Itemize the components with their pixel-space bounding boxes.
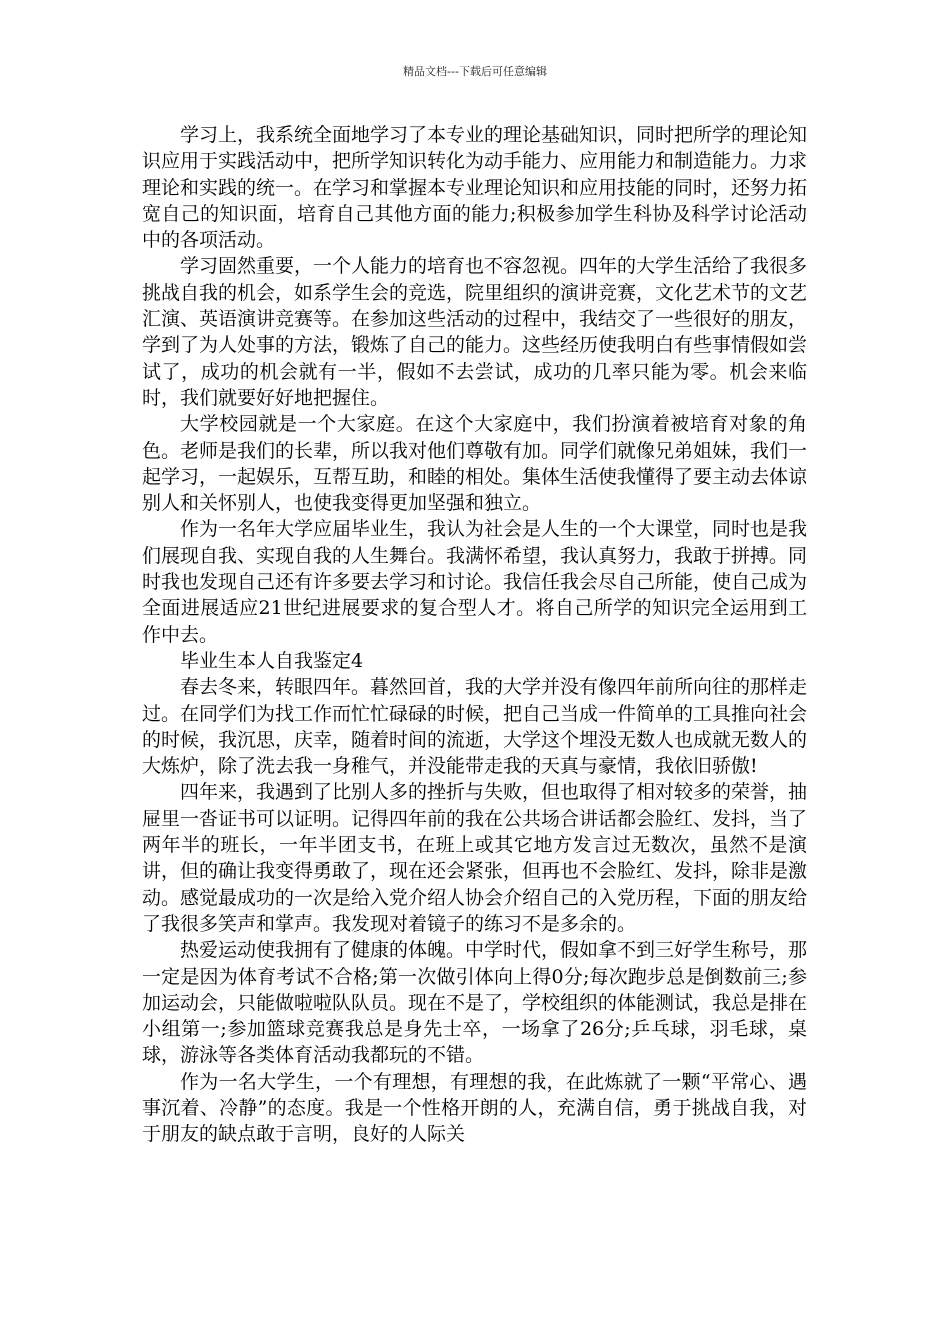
paragraph-setbacks-honors: 四年来，我遇到了比别人多的挫折与失败，但也取得了相对较多的荣誉，抽屉里一沓证书可以证明。记得四年前的我在公共场合讲话都会脸红、发抖，当了两年半的班长，一年半团支书，在班上或其它地方发言过无数次，虽然不是演讲，但的确让我变得勇敢了，现在还会紧张，但再也不会脸红、发抖，除非是激动。感觉最成功的一次是给入党介绍人协会介绍自己的入党历程，下面的朋友给了我很多笑声和掌声。我发现对着镜子的练习不是多余的。 <box>142 781 808 935</box>
paragraph-four-years: 春去冬来，转眼四年。暮然回首，我的大学并没有像四年前所向往的那样走过。在同学们为找工作而忙忙碌碌的时候，把自己当成一件简单的工具推向社会的时候，我沉思，庆幸，随着时间的流逝，大学这个埋没无数人也成就无数人的大炼炉，除了洗去我一身稚气，并没能带走我的天真与豪情，我依旧骄傲! <box>142 676 808 778</box>
paragraph-ability: 学习固然重要，一个人能力的培育也不容忽视。四年的大学生活给了我很多挑战自我的机会，如系学生会的竞选，院里组织的演讲竞赛，文化艺术节的文艺汇演、英语演讲竞赛等。在参加这些活动的过程中，我结交了一些很好的朋友，学到了为人处事的方法，锻炼了自己的能力。这些经历使我明白有些事情假如尝试了，成功的机会就有一半，假如不去尝试，成功的几率只能为零。机会来临时，我们就要好好地把握住。 <box>142 255 808 409</box>
paragraph-character: 作为一名大学生，一个有理想，有理想的我，在此炼就了一颗“平常心、遇事沉着、冷静”的态度。我是一个性格开朗的人，充满自信，勇于挑战自我，对于朋友的缺点敢于言明，良好的人际关 <box>142 1070 807 1146</box>
paragraph-graduate: 作为一名年大学应届毕业生，我认为社会是人生的一个大课堂，同时也是我们展现自我、实现自我的人生舞台。我满怀希望，我认真努力，我敢于拼搏。同时我也发现自己还有许多要去学习和讨论。我信任我会尽自己所能，使自己成为全面进展适应21世纪进展要求的复合型人才。将自己所学的知识完全运用到工作中去。 <box>142 518 808 646</box>
document-body <box>142 122 807 1148</box>
section-title: 毕业生本人自我鉴定4 <box>180 649 364 672</box>
paragraph-sports: 热爱运动使我拥有了健康的体魄。中学时代，假如拿不到三好学生称号，那一定是因为体育考试不合格;第一次做引体向上得0分;每次跑步总是倒数前三;参加运动会，只能做啦啦队队员。现在不是了，学校组织的体能测试，我总是排在小组第一;参加篮球竞赛我总是身先士卒，一场拿了26分;乒乓球，羽毛球，桌球，游泳等各类体育活动我都玩的不错。 <box>142 939 808 1067</box>
paragraph-campus-family: 大学校园就是一个大家庭。在这个大家庭中，我们扮演着被培育对象的角色。老师是我们的长辈，所以我对他们尊敬有加。同学们就像兄弟姐妹，我们一起学习，一起娱乐，互帮互助，和睦的相处。集体生活使我懂得了要主动去体谅别人和关怀别人，也使我变得更加坚强和独立。 <box>142 413 808 515</box>
page-header: 精品文档---下载后可任意编辑 <box>403 65 547 78</box>
paragraph-study: 学习上，我系统全面地学习了本专业的理论基础知识，同时把所学的理论知识应用于实践活动中，把所学知识转化为动手能力、应用能力和制造能力。力求理论和实践的统一。在学习和掌握本专业理论知识和应用技能的同时，还努力拓宽自己的知识面，培育自己其他方面的能力;积极参加学生科协及科学讨论活动中的各项活动。 <box>142 124 808 252</box>
